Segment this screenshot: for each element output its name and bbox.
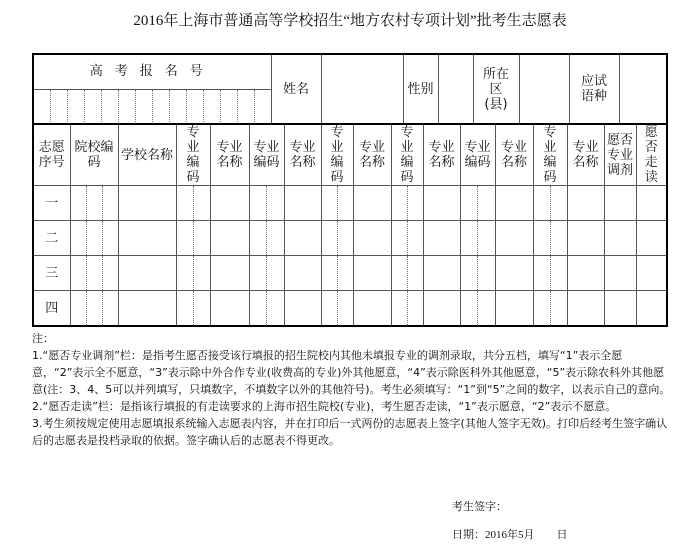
digit-box[interactable]	[118, 90, 135, 124]
choice-cell[interactable]	[70, 256, 118, 291]
choice-cell[interactable]	[284, 291, 321, 327]
digit-box[interactable]	[152, 90, 169, 124]
choice-cell[interactable]	[604, 221, 636, 256]
choice-cell[interactable]	[321, 186, 353, 221]
choice-cell[interactable]	[460, 221, 495, 256]
digit-box[interactable]	[337, 221, 353, 255]
choice-cell[interactable]	[495, 186, 533, 221]
choice-cell[interactable]	[176, 186, 210, 221]
choice-cell[interactable]	[176, 256, 210, 291]
choice-cell[interactable]	[533, 186, 567, 221]
digit-box[interactable]	[407, 256, 423, 290]
choice-cell[interactable]	[70, 291, 118, 327]
choice-cell[interactable]	[604, 256, 636, 291]
choice-cell[interactable]	[636, 221, 667, 256]
digit-box[interactable]	[193, 221, 210, 255]
choice-cell[interactable]	[210, 256, 249, 291]
column-header: 愿否走读	[636, 124, 667, 186]
column-header: 专业名称	[423, 124, 460, 186]
digit-box[interactable]	[550, 186, 567, 220]
digit-box[interactable]	[461, 256, 478, 290]
digit-box[interactable]	[461, 291, 478, 325]
table-row	[33, 221, 667, 256]
choice-number: 一	[33, 186, 70, 221]
choice-cell[interactable]	[533, 256, 567, 291]
choice-cell[interactable]	[460, 291, 495, 327]
digit-box[interactable]	[203, 90, 220, 124]
choice-cell[interactable]	[118, 221, 176, 256]
choice-cell[interactable]	[533, 291, 567, 327]
digit-box[interactable]	[392, 291, 407, 325]
digit-box[interactable]	[135, 90, 152, 124]
digit-box[interactable]	[392, 221, 407, 255]
choice-cell[interactable]	[70, 186, 118, 221]
exam-no-field[interactable]	[33, 89, 271, 124]
choice-cell[interactable]	[604, 186, 636, 221]
digit-box[interactable]	[101, 90, 118, 124]
digit-box[interactable]	[534, 291, 550, 325]
column-header: 专业名称	[495, 124, 533, 186]
table-row	[33, 291, 667, 327]
digit-box[interactable]	[50, 90, 67, 124]
digit-box[interactable]	[71, 256, 86, 290]
choice-cell[interactable]	[636, 186, 667, 221]
digit-box[interactable]	[71, 186, 86, 220]
choice-cell[interactable]	[284, 256, 321, 291]
column-header: 专业编码	[533, 124, 567, 186]
table-row	[33, 186, 667, 221]
choice-number: 三	[33, 256, 70, 291]
choice-cell[interactable]	[210, 221, 249, 256]
digit-box[interactable]	[550, 291, 567, 325]
choice-cell[interactable]	[353, 221, 391, 256]
district-label: 所在区(县)	[473, 54, 519, 124]
choices-table	[32, 123, 668, 327]
digit-box[interactable]	[250, 291, 267, 325]
digit-box[interactable]	[86, 256, 102, 290]
column-header: 院校编码	[70, 124, 118, 186]
digit-box[interactable]	[86, 291, 102, 325]
choice-cell[interactable]	[567, 186, 604, 221]
digit-box[interactable]	[102, 186, 118, 220]
choice-cell[interactable]	[423, 221, 460, 256]
column-header: 愿否专业调剂	[604, 124, 636, 186]
choice-cell[interactable]	[460, 256, 495, 291]
notes-heading: 注：	[32, 332, 54, 345]
digit-box[interactable]	[266, 221, 284, 255]
signature-label: 考生签字：	[452, 501, 507, 513]
gender-field[interactable]	[438, 54, 473, 124]
choice-cell[interactable]	[460, 186, 495, 221]
note-item: 1.“愿否专业调剂”栏：是指考生愿否接受该行填报的招生院校内其他未填报专业的调剂录取，共分五档，填写“1”表示全愿意，“2”表示全不愿意，“3”表示除中外合作专业(收费高的专业)外其他愿意，“4”表示除医科外其他愿意，“5”表示除农科外其他愿意(注：3、4、5可以并列填写，只填数字，不填数字以外的其他符号)。考生必须填写：“1”到“5”之间的数字，以表示自己的意向。	[32, 349, 671, 396]
digit-box[interactable]	[102, 256, 118, 290]
digit-box[interactable]	[337, 186, 353, 220]
choice-cell[interactable]	[495, 256, 533, 291]
choice-cell[interactable]	[249, 221, 284, 256]
choice-cell[interactable]	[353, 291, 391, 327]
choice-cell[interactable]	[604, 291, 636, 327]
choice-cell[interactable]	[636, 291, 667, 327]
digit-box[interactable]	[407, 186, 423, 220]
choice-cell[interactable]	[321, 291, 353, 327]
choice-cell[interactable]	[391, 186, 423, 221]
digit-box[interactable]	[407, 291, 423, 325]
choice-cell[interactable]	[567, 221, 604, 256]
digit-box[interactable]	[477, 291, 495, 325]
digit-box[interactable]	[254, 90, 271, 124]
column-header: 学校名称	[118, 124, 176, 186]
choice-cell[interactable]	[423, 256, 460, 291]
digit-box[interactable]	[477, 221, 495, 255]
digit-box[interactable]	[322, 186, 337, 220]
digit-box[interactable]	[461, 221, 478, 255]
note-item: 2.“愿否走读”栏：是指该行填报的有走读要求的上海市招生院校(专业)，考生愿否走读，“1”表示愿意，“2”表示不愿意。	[32, 400, 617, 413]
digit-box[interactable]	[71, 221, 86, 255]
digit-box[interactable]	[266, 291, 284, 325]
column-header: 专业名称	[353, 124, 391, 186]
choice-cell[interactable]	[495, 221, 533, 256]
digit-box[interactable]	[186, 90, 203, 124]
digit-box[interactable]	[337, 256, 353, 290]
note-item: 3.考生须按规定使用志愿填报系统输入志愿表内容，并在打印后一式两份的志愿表上签字(其他人签字无效)。打印后经考生签字确认后的志愿表是投档录取的依据。签字确认后的志愿表不得更改。	[32, 417, 668, 447]
digit-box[interactable]	[220, 90, 237, 124]
digit-box[interactable]	[392, 186, 407, 220]
gender-label: 性别	[403, 54, 438, 124]
digit-box[interactable]	[237, 90, 254, 124]
date-label: 日期：2016年5月 日	[452, 529, 568, 541]
digit-box[interactable]	[392, 256, 407, 290]
digit-box[interactable]	[169, 90, 186, 124]
choice-cell[interactable]	[321, 221, 353, 256]
digit-box[interactable]	[250, 221, 267, 255]
choice-cell[interactable]	[567, 256, 604, 291]
digit-box[interactable]	[550, 221, 567, 255]
choice-cell[interactable]	[249, 186, 284, 221]
choice-cell[interactable]	[353, 256, 391, 291]
choice-cell[interactable]	[176, 291, 210, 327]
digit-box[interactable]	[322, 221, 337, 255]
digit-box[interactable]	[177, 186, 193, 220]
choice-cell[interactable]	[391, 221, 423, 256]
digit-box[interactable]	[461, 186, 478, 220]
digit-box[interactable]	[534, 256, 550, 290]
digit-box[interactable]	[193, 186, 210, 220]
notes	[32, 330, 672, 449]
digit-box[interactable]	[34, 90, 50, 124]
digit-box[interactable]	[177, 221, 193, 255]
choice-number: 二	[33, 221, 70, 256]
table-row	[33, 256, 667, 291]
column-header: 专业编码	[391, 124, 423, 186]
language-field[interactable]	[619, 54, 667, 124]
digit-box[interactable]	[84, 90, 101, 124]
choice-cell[interactable]	[249, 291, 284, 327]
page-title: 2016年上海市普通高等学校招生“地方农村专项计划”批考生志愿表	[133, 13, 567, 29]
choice-cell[interactable]	[176, 221, 210, 256]
digit-box[interactable]	[71, 291, 86, 325]
column-header: 专业编码	[176, 124, 210, 186]
digit-box[interactable]	[337, 291, 353, 325]
choice-cell[interactable]	[118, 256, 176, 291]
digit-box[interactable]	[322, 256, 337, 290]
column-header: 专业编码	[321, 124, 353, 186]
choice-cell[interactable]	[533, 221, 567, 256]
digit-box[interactable]	[407, 221, 423, 255]
choice-cell[interactable]	[391, 291, 423, 327]
digit-box[interactable]	[534, 221, 550, 255]
name-field[interactable]	[321, 54, 403, 124]
column-header: 专业名称	[284, 124, 321, 186]
column-header: 专业编码	[249, 124, 284, 186]
digit-box[interactable]	[266, 186, 284, 220]
digit-box[interactable]	[102, 291, 118, 325]
digit-box[interactable]	[534, 186, 550, 220]
choice-cell[interactable]	[495, 291, 533, 327]
digit-box[interactable]	[177, 256, 193, 290]
digit-box[interactable]	[477, 256, 495, 290]
digit-box[interactable]	[193, 291, 210, 325]
digit-box[interactable]	[266, 256, 284, 290]
choice-cell[interactable]	[321, 256, 353, 291]
exam-no-label: 高考报名号	[33, 54, 271, 89]
column-header: 专业名称	[567, 124, 604, 186]
choice-cell[interactable]	[118, 291, 176, 327]
column-header: 专业名称	[210, 124, 249, 186]
digit-box[interactable]	[86, 186, 102, 220]
digit-box[interactable]	[477, 186, 495, 220]
digit-box[interactable]	[86, 221, 102, 255]
choice-cell[interactable]	[391, 256, 423, 291]
column-header: 志愿序号	[33, 124, 70, 186]
district-field[interactable]	[519, 54, 569, 124]
digit-box[interactable]	[550, 256, 567, 290]
choice-cell[interactable]	[249, 256, 284, 291]
choice-cell[interactable]	[70, 221, 118, 256]
digit-box[interactable]	[322, 291, 337, 325]
choice-cell[interactable]	[118, 186, 176, 221]
digit-box[interactable]	[67, 90, 84, 124]
digit-box[interactable]	[193, 256, 210, 290]
digit-box[interactable]	[250, 256, 267, 290]
choice-cell[interactable]	[423, 291, 460, 327]
choice-cell[interactable]	[353, 186, 391, 221]
choice-cell[interactable]	[210, 291, 249, 327]
choice-cell[interactable]	[284, 186, 321, 221]
choice-cell[interactable]	[210, 186, 249, 221]
student-info-table	[32, 53, 668, 125]
choice-cell[interactable]	[423, 186, 460, 221]
name-label: 姓名	[271, 54, 321, 124]
choice-cell[interactable]	[567, 291, 604, 327]
digit-box[interactable]	[250, 186, 267, 220]
choice-cell[interactable]	[284, 221, 321, 256]
language-label: 应试语种	[569, 54, 619, 124]
digit-box[interactable]	[177, 291, 193, 325]
choice-cell[interactable]	[636, 256, 667, 291]
column-header: 专业编码	[460, 124, 495, 186]
digit-box[interactable]	[102, 221, 118, 255]
choice-number: 四	[33, 291, 70, 327]
